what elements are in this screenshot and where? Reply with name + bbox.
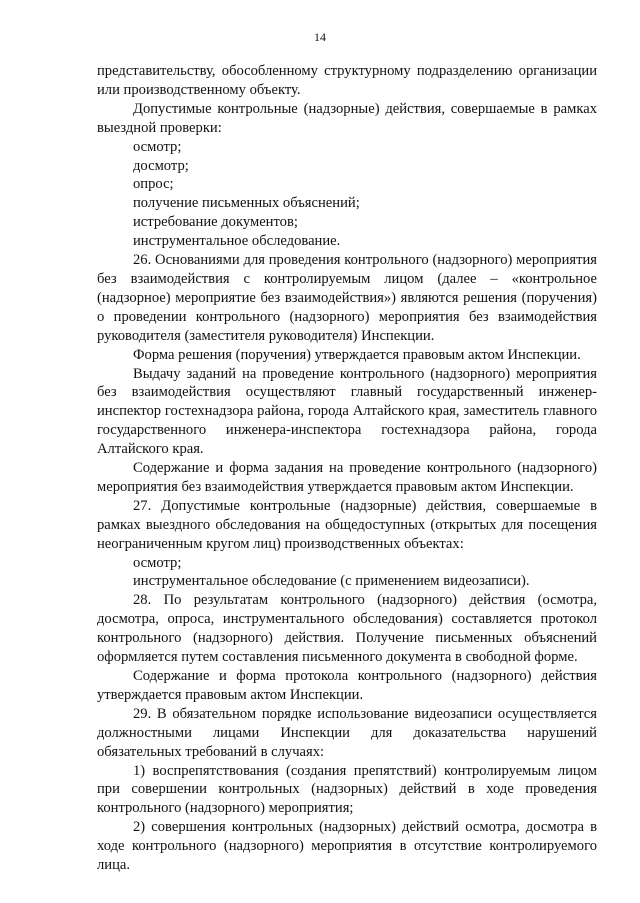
paragraph: Содержание и форма протокола контрольного (надзорного) действия утверждается правовым актом Инспекции. [97,668,597,703]
paragraph: Содержание и форма задания на проведение контрольного (надзорного) мероприятия без взаимодействия утверждается правовым актом Инспекции. [97,460,597,495]
paragraph: 29. В обязательном порядке использование видеозаписи осуществляется должностными лицами Инспекции для доказательства нарушений обязательных требований в случаях: [97,705,597,760]
list-item: досмотр; [133,157,189,174]
page-number: 14 [314,30,326,44]
paragraph: Форма решения (поручения) утверждается правовым актом Инспекции. [133,346,581,363]
list-item: осмотр; [133,554,182,571]
list-item: получение письменных объяснений; [133,195,360,212]
list-item: опрос; [133,176,174,193]
list-item: истребование документов; [133,214,298,231]
document-body [97,62,597,875]
list-item: инструментальное обследование. [133,233,341,250]
list-item: инструментальное обследование (с применением видеозаписи). [133,573,530,590]
paragraph: Выдачу заданий на проведение контрольного (надзорного) мероприятия без взаимодействия осуществляют главный государственный инженер-инспектор гостехнадзора района, города Алтайского края, заместитель главного государственного инженера-инспектора гостехнадзора района, города Алтайского края. [97,365,597,458]
paragraph: 2) совершения контрольных (надзорных) действий осмотра, досмотра в ходе контрольного (надзорного) мероприятия в отсутствие контролируемого лица. [97,819,597,874]
paragraph: 1) воспрепятствования (создания препятствий) контролируемым лицом при совершении контрольных (надзорных) действий в ходе проведения контрольного (надзорного) мероприятия; [97,762,597,817]
paragraph: 28. По результатам контрольного (надзорного) действия (осмотра, досмотра, опроса, инструментального обследования) составляется протокол контрольного (надзорного) действия. Получение письменных объяснений оформляется путем составления письменного документа в свободной форме. [97,592,597,666]
paragraph: 26. Основаниями для проведения контрольного (надзорного) мероприятия без взаимодействия с контролируемым лицом (далее – «контрольное (надзорное) мероприятие без взаимодействия») являются решения (поручения) о проведении контрольного (надзорного) мероприятия без взаимодействия руководителя (заместителя руководителя) Инспекции. [97,252,597,344]
list-item: осмотр; [133,138,182,155]
paragraph: 27. Допустимые контрольные (надзорные) действия, совершаемые в рамках выездного обследования на общедоступных (открытых для посещения неограниченным кругом лиц) производственных объектах: [97,497,597,552]
paragraph: представительству, обособленному структурному подразделению организации или производственному объекту. [97,63,597,98]
paragraph: Допустимые контрольные (надзорные) действия, совершаемые в рамках выездной проверки: [97,100,597,136]
